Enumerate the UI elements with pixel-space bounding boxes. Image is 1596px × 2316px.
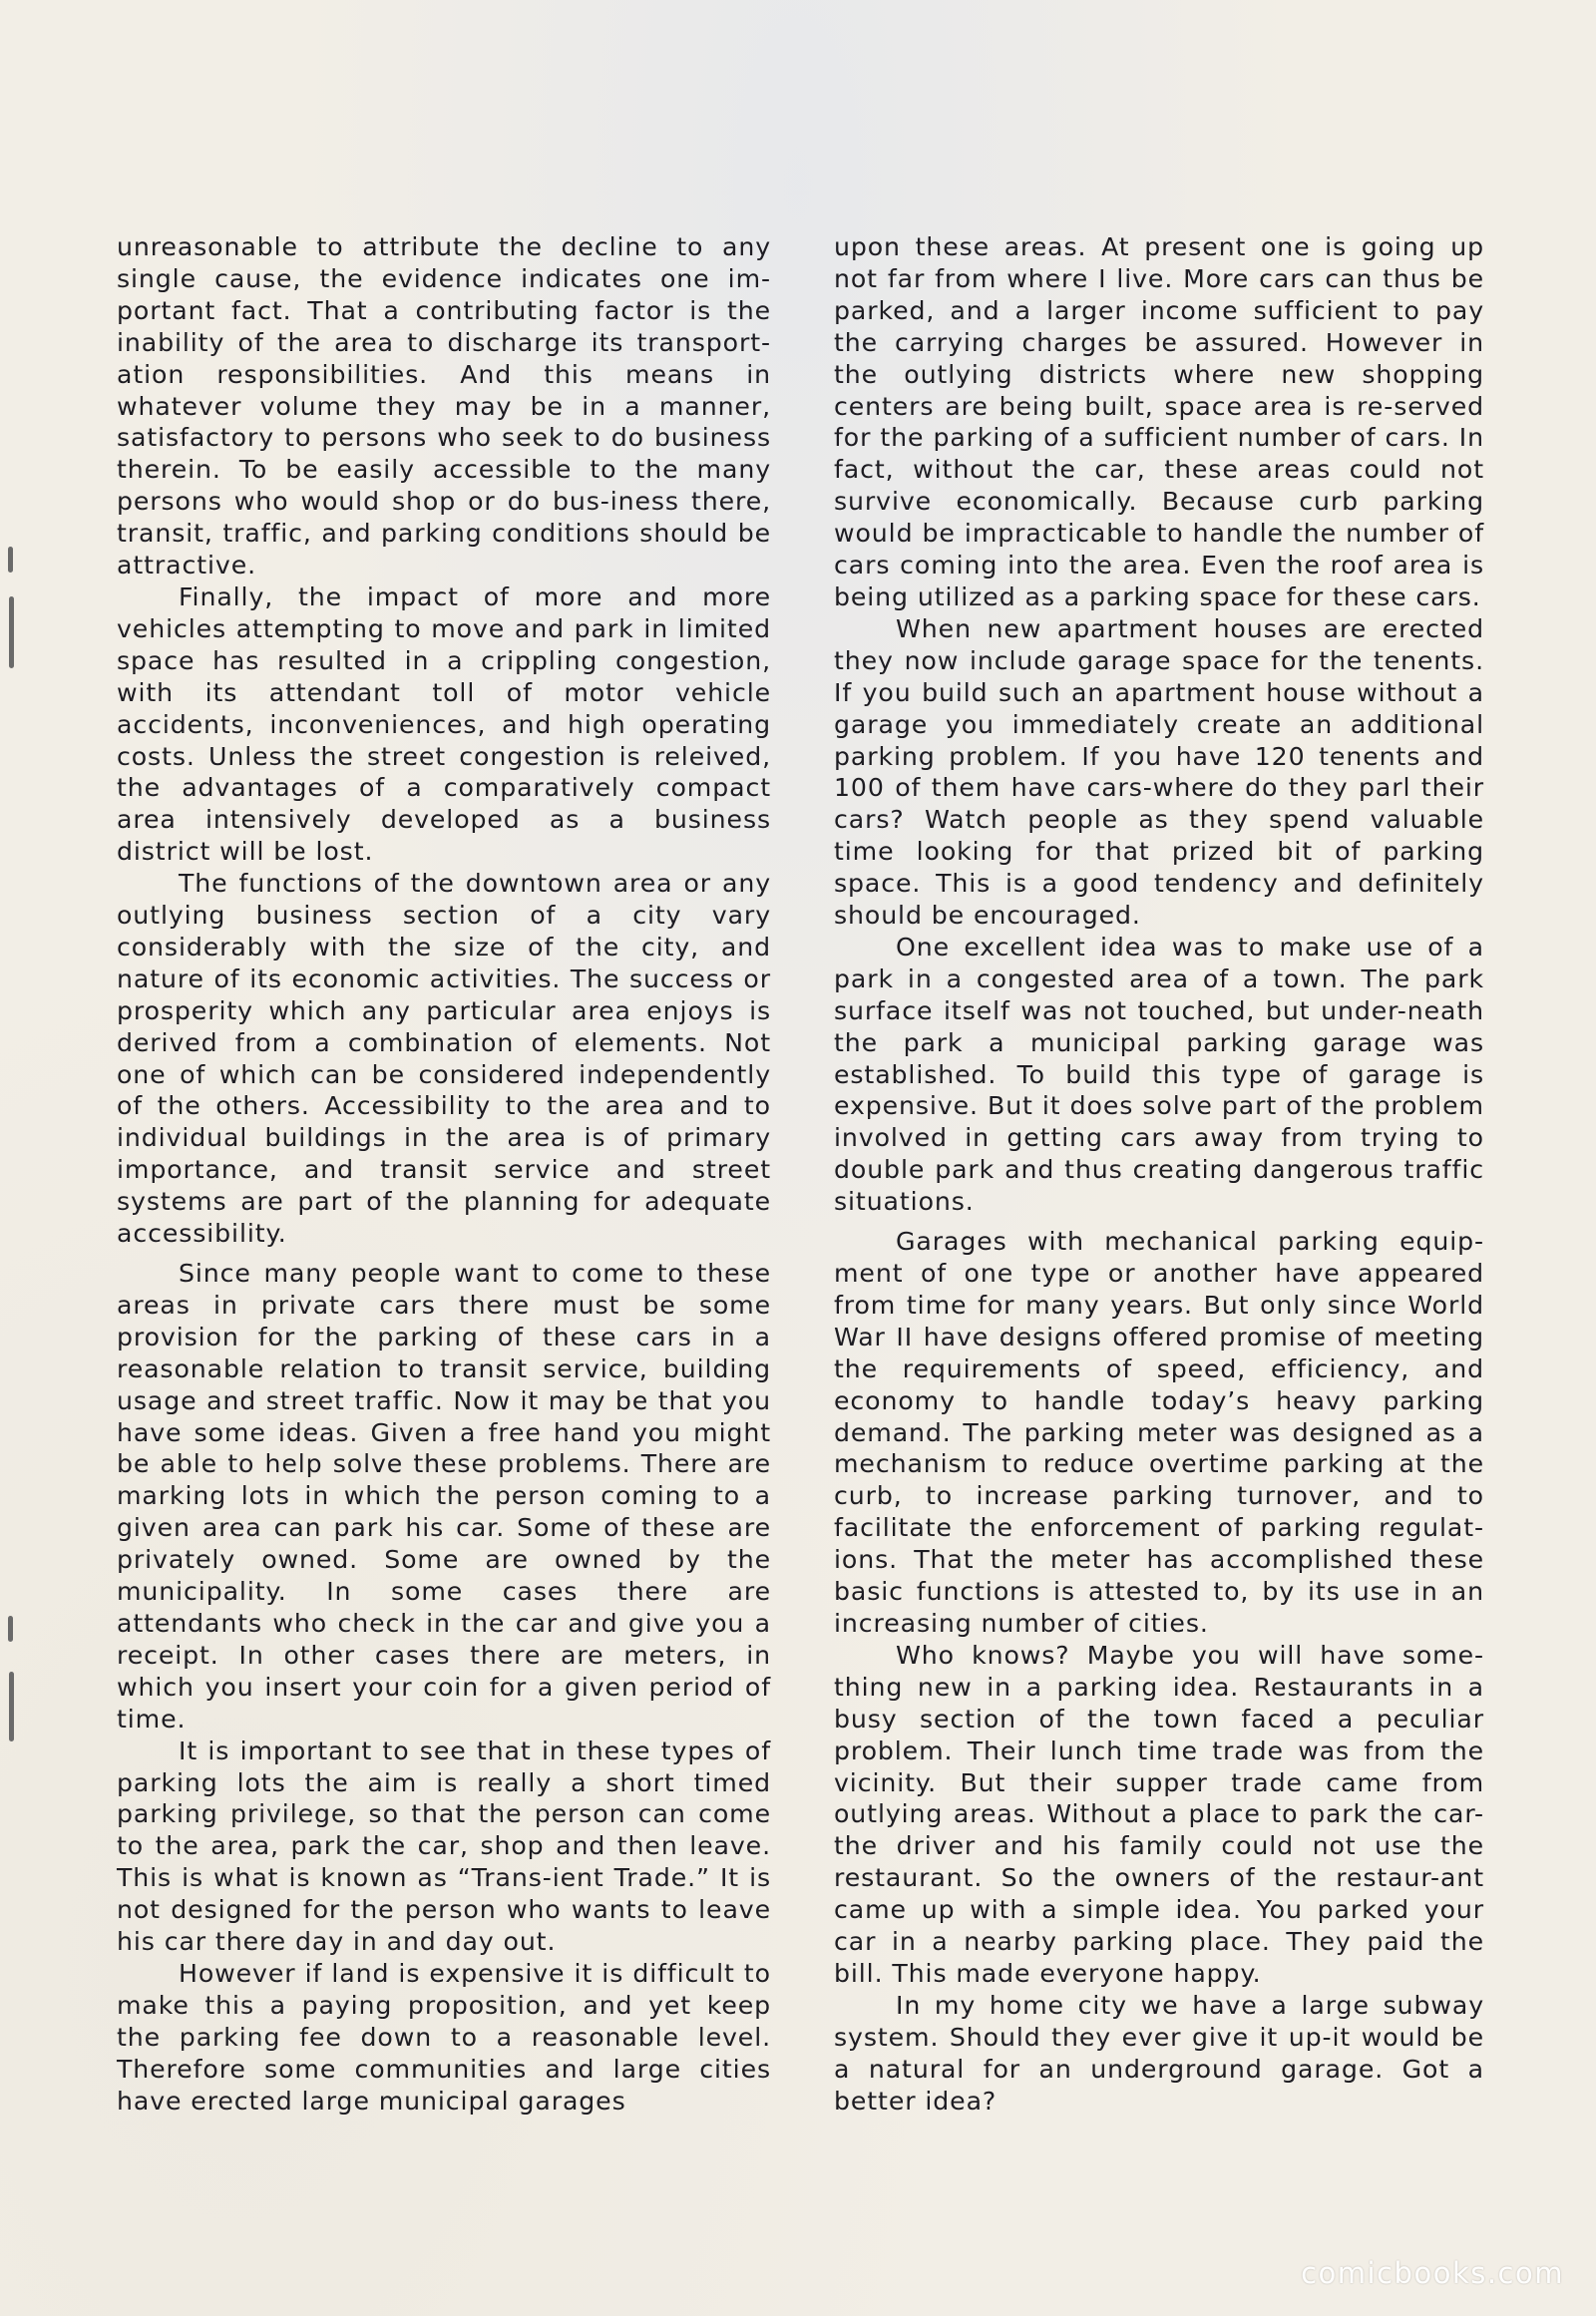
paragraph: One excellent idea was to make use of a park in a congested area of a town. The park surface itself was not touched, but under-neath the park a municipal parking garage was established. To build this type of garage is expensive. But it does solve part of the problem involved in getting cars away from trying to double park and thus creating dangerous traffic situations. <box>834 932 1484 1217</box>
binding-mark-top <box>8 547 13 573</box>
site-watermark: comicbooks.com <box>1301 2256 1564 2290</box>
binding-mark-lower-top <box>8 1616 13 1642</box>
paragraph: It is important to see that in these types of parking lots the aim is really a short timed parking privilege, so that the person can come to the area, park the car, shop and then leave. This is what is known as “Trans-ient Trade.” It is not designed for the person who wants to leave his car there day in and day out. <box>117 1736 771 1957</box>
paragraph: unreasonable to attribute the decline to any single cause, the evidence indicates one im-portant fact. That a contributing factor is the inability of the area to discharge its transport-ation responsibilities. And this means in whatever volume they may be in a manner, satisfactory to persons who seek to do business therein. To be easily accessible to the many persons who would shop or do bus-iness there, transit, traffic, and parking conditions should be attractive. <box>117 232 771 580</box>
bleed-through-heading <box>519 128 1077 188</box>
paragraph: Garages with mechanical parking equip-ment of one type or another have appeared from time for many years. But only since World War II have designs offered promise of meeting the requirements of speed, efficiency, and economy to handle today’s heavy parking demand. The parking meter was designed as a mechanism to reduce overtime parking at the curb, to increase parking turnover, and to facilitate the enforcement of parking regulat-ions. That the meter has accomplished these basic functions is attested to, by its use in an increasing number of cities. <box>834 1227 1484 1638</box>
binding-mark-lower <box>9 1672 14 1741</box>
paragraph: Who knows? Maybe you will have some-thing new in a parking idea. Restaurants in a busy section of the town faced a peculiar problem. Their lunch time trade was from the vicinity. But their supper trade came from outlying areas. Without a place to park the car-the driver and his family could not use the restaurant. So the owners of the restaur-ant came up with a simple idea. You parked your car in a nearby parking place. They paid the bill. This made everyone happy. <box>834 1640 1484 1988</box>
paragraph: In my home city we have a large subway system. Should they ever give it up-it would be a natural for an underground garage. Got a better idea? <box>834 1990 1484 2116</box>
paragraph: Since many people want to come to these areas in private cars there must be some provision for the parking of these cars in a reasonable relation to transit service, building usage and street traffic. Now it may be that you have some ideas. Given a free hand you might be able to help solve these problems. There are marking lots in which the person coming to a given area can park his car. Some of these are privately owned. Some are owned by the municipality. In some cases there are attendants who check in the car and give you a receipt. In other cases there are meters, in which you insert your coin for a given period of time. <box>117 1259 771 1734</box>
binding-mark-upper <box>9 596 14 668</box>
paragraph: upon these areas. At present one is going up not far from where I live. More cars can thus be parked, and a larger income sufficient to pay the carrying charges be assured. However in the outlying districts where new shopping centers are being built, space area is re-served for the parking of a sufficient number of cars. In fact, without the car, these areas could not survive economically. Because curb parking would be impracticable to handle the number of cars coming into the area. Even the roof area is being utilized as a parking space for these cars. <box>834 232 1484 611</box>
paragraph: However if land is expensive it is difficult to make this a paying proposition, and yet keep the parking fee down to a reasonable level. Therefore some communities and large cities have erected large municipal garages <box>117 1958 771 2116</box>
left-column <box>117 231 771 2117</box>
right-column <box>834 231 1484 2117</box>
paragraph: The functions of the downtown area or any outlying business section of a city vary considerably with the size of the city, and nature of its economic activities. The success or prosperity which any particular area enjoys is derived from a combination of elements. Not one of which can be considered independently of the others. Accessibility to the area and to individual buildings in the area is of primary importance, and transit service and street systems are part of the planning for adequate accessibility. <box>117 869 771 1249</box>
paragraph: When new apartment houses are erected they now include garage space for the tenents. If you build such an apartment house without a garage you immediately create an additional parking problem. If you have 120 tenents and 100 of them have cars-where do they parl their cars? Watch people as they spend valuable time looking for that prized bit of parking space. This is a good tendency and definitely should be encouraged. <box>834 613 1484 931</box>
paragraph: Finally, the impact of more and more vehicles attempting to move and park in limited space has resulted in a crippling congestion, with its attendant toll of motor vehicle accidents, inconveniences, and high operating costs. Unless the street congestion is releived, the advantages of a comparatively compact area intensively developed as a business district will be lost. <box>117 581 771 867</box>
